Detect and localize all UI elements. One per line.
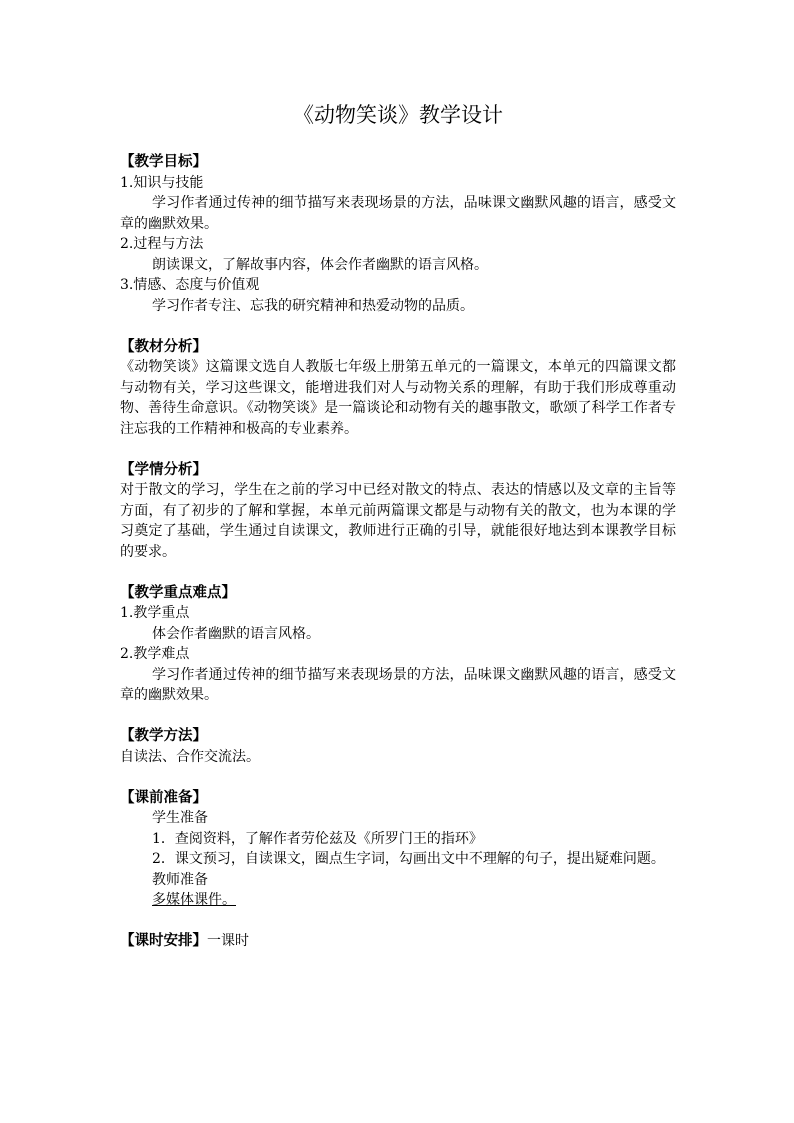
objective-2-text: 朗读课文，了解故事内容，体会作者幽默的语言风格。 (152, 256, 488, 273)
prep-student-item-1: 1．查阅资料，了解作者劳伦兹及《所罗门王的指环》 (152, 830, 483, 847)
focus-1-text: 体会作者幽默的语言风格。 (152, 625, 320, 642)
students-text: 对于散文的学习，学生在之前的学习中已经对散文的特点、表达的情感以及文章的主旨等方面，有了初步的了解和掌握，本单元前两篇课文都是与动物有关的散文，也为本课的学习奠定了基础，学生通过自读课文，教师进行正确的引导，就能很好地达到本课教学目标的要求。 (120, 482, 676, 560)
objectives-heading: 【教学目标】 (120, 153, 207, 170)
prep-student-label: 学生准备 (152, 810, 208, 826)
objective-1-text: 学习作者通过传神的细节描写来表现场景的方法，品味课文幽默风趣的语言，感受文章的幽默效果。 (120, 195, 676, 232)
methods-text: 自读法、合作交流法。 (120, 748, 260, 765)
schedule-text: 一课时 (207, 933, 249, 949)
focus-heading: 【教学重点难点】 (120, 583, 236, 601)
methods-heading: 【教学方法】 (120, 727, 207, 744)
document-title: 《动物笑谈》教学设计 (293, 103, 503, 127)
objective-1-title: 1.知识与技能 (120, 174, 204, 191)
objective-2-title: 2.过程与方法 (120, 236, 204, 252)
prep-teacher-item (120, 890, 676, 911)
material-heading: 【教材分析】 (120, 337, 207, 355)
prep-teacher-item-text: 多媒体课件。 (152, 892, 236, 908)
schedule-line (120, 931, 676, 952)
document-page (120, 100, 676, 952)
focus-1-title: 1.教学重点 (120, 605, 190, 621)
objective-3-text: 学习作者专注、忘我的研究精神和热爱动物的品质。 (152, 297, 474, 314)
focus-2-text: 学习作者通过传神的细节描写来表现场景的方法，品味课文幽默风趣的语言，感受文章的幽默效果。 (120, 666, 676, 703)
schedule-heading: 【课时安排】 (120, 932, 207, 949)
students-heading: 【学情分析】 (120, 460, 207, 478)
prep-teacher-label: 教师准备 (152, 871, 208, 888)
prep-student-item-2: 2．课文预习，自读课文，圈点生字词，勾画出文中不理解的句子，提出疑难问题。 (152, 851, 665, 867)
material-text: 《动物笑谈》这篇课文选自人教版七年级上册第五单元的一篇课文，本单元的四篇课文都与动物有关，学习这些课文，能增进我们对人与动物关系的理解，有助于我们形成尊重动物、善待生命意识。《动物笑谈》是一篇谈论和动物有关的趣事散文，歌颂了科学工作者专注忘我的工作精神和极高的专业素养。 (120, 359, 676, 437)
objective-3-title: 3.情感、态度与价值观 (120, 277, 260, 293)
focus-2-title: 2.教学难点 (120, 646, 190, 662)
prep-heading: 【课前准备】 (120, 788, 207, 806)
